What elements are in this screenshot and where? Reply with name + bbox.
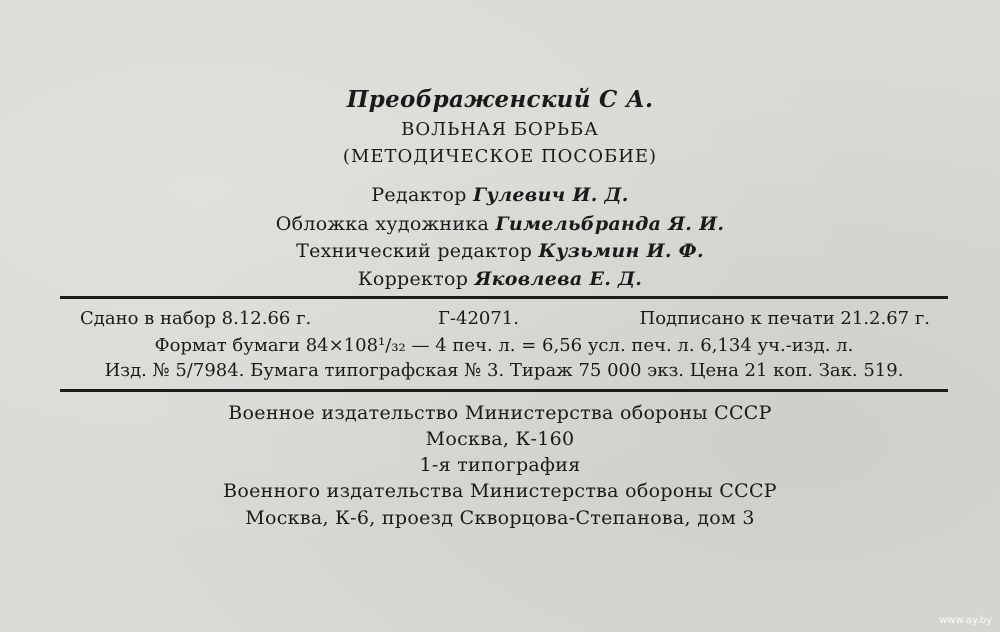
bottom-divider — [60, 389, 948, 392]
credit-technical-editor — [0, 242, 1000, 261]
credit-role: Редактор — [371, 184, 467, 206]
credit-role: Обложка художника — [275, 213, 490, 235]
credit-name: Яковлева Е. Д. — [474, 268, 643, 290]
book-title: ВОЛЬНАЯ БОРЬБА — [401, 119, 599, 140]
credit-role: Технический редактор — [296, 240, 533, 262]
publisher-line-1: Военное издательство Министерства обороны СССР — [228, 402, 772, 424]
print-code: Г-42071. — [438, 308, 519, 329]
credit-name: Кузьмин И. Ф. — [538, 240, 704, 262]
credit-role: Корректор — [357, 268, 469, 290]
credit-name: Гулевич И. Д. — [473, 184, 629, 206]
credit-proofreader — [0, 270, 1000, 289]
print-info-row-3 — [60, 362, 948, 380]
print-info-row-2 — [60, 337, 948, 355]
site-watermark: www.ay.by — [939, 615, 992, 626]
author-name: Преображенский С А. — [346, 86, 654, 113]
edition-info: Изд. № 5/7984. Бумага типографская № 3. Тираж 75 000 экз. Цена 21 коп. Зак. 519. — [104, 360, 904, 381]
submitted-date: Сдано в набор 8.12.66 г. — [80, 308, 312, 329]
publisher-line-2: Москва, К-160 — [425, 428, 575, 450]
credit-editor — [0, 186, 1000, 205]
publisher-line-5: Москва, К-6, проезд Скворцова-Степанова, дом 3 — [245, 507, 755, 529]
credit-name: Гимельбранда Я. И. — [495, 213, 725, 235]
publisher-line-4: Военного издательства Министерства обороны СССР — [223, 480, 777, 502]
publisher-line-3: 1-я типография — [419, 454, 581, 476]
paper-format: Формат бумаги 84×108¹/₃₂ — 4 печ. л. = 6,56 усл. печ. л. 6,134 уч.-изд. л. — [154, 335, 854, 356]
signed-date: Подписано к печати 21.2.67 г. — [639, 308, 930, 329]
credit-cover-artist — [0, 215, 1000, 234]
book-subtitle: (МЕТОДИЧЕСКОЕ ПОСОБИЕ) — [342, 146, 658, 167]
top-divider — [60, 296, 948, 299]
